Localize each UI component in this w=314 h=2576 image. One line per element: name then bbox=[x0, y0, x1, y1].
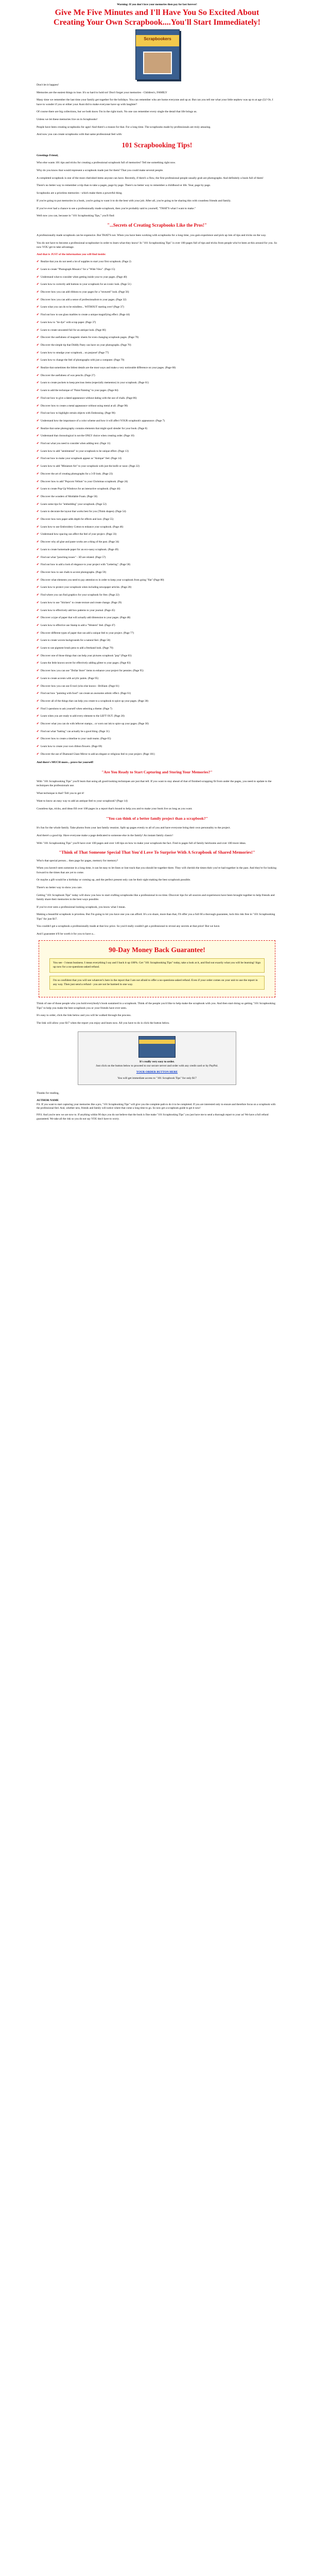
check-icon: ✔ bbox=[37, 623, 39, 627]
benefit-text: Learn how to effective use Stamp to add a "Western" feel. (Page 47) bbox=[41, 623, 115, 627]
order-line: You will get immediate access to "101 Scrapbook Tips" for only $17 bbox=[117, 1077, 197, 1080]
benefit-item bbox=[37, 457, 277, 461]
benefit-item bbox=[37, 540, 277, 544]
benefit-text: Learn when you are ready to add every element to the LEFT OUT. (Page 20) bbox=[41, 715, 125, 718]
family-paragraph: And there's a good tip. Have everyone make a page dedicated to someone else in the family! An instant family classic! bbox=[37, 834, 173, 837]
check-icon: ✔ bbox=[37, 707, 39, 710]
benefit-item bbox=[37, 737, 277, 741]
family-section bbox=[37, 826, 277, 845]
family-paragraph: With "101 Scrapbooking Tips" you'll have over 100 pages and over 140 tips on how to make your scrapbook the fact. Find in pages full of family heirlooms and over 100 more ideas. bbox=[37, 841, 247, 845]
benefit-item bbox=[37, 586, 277, 589]
check-icon: ✔ bbox=[37, 654, 39, 657]
benefit-item bbox=[37, 616, 277, 620]
intro-paragraph: Of course there are big collections, but we both know I'm in the right track. No one can remember every single the detail that life brings us. bbox=[37, 110, 197, 114]
closing-paragraph: The link will allow your $17 when the report you enjoy and learn now. All you have to do is click the button below. bbox=[37, 1021, 170, 1025]
surprise-paragraph: Making a beautiful scrapbook is priceless. But I'm going to let you have one you can afford. It's a to share, more than that, I'll offer you a full 60 a thorough guarantee, lock this risk free in "101 Scrapbooking Tips" for just $17. bbox=[37, 913, 275, 921]
order-book-image bbox=[138, 1036, 176, 1058]
benefit-item bbox=[37, 495, 277, 499]
benefit-text: Learn how to "tie dye" with scrap paper. (Page 37) bbox=[41, 320, 96, 324]
benefit-text: Learn to create woven backgrounds for a natural feel. (Page 50) bbox=[41, 639, 111, 642]
benefit-item bbox=[37, 510, 277, 514]
check-icon: ✔ bbox=[37, 563, 39, 567]
benefit-item bbox=[37, 313, 277, 317]
check-icon: ✔ bbox=[37, 495, 39, 498]
page-headline: Give Me Five Minutes and I'll Have You So Excited About Creating Your Own Scrapbook....You'll Start Immediately! bbox=[54, 8, 260, 27]
benefit-item bbox=[37, 298, 277, 302]
postscript: P.S. If you want to start capturing your memories like a pro, "101 Scrapbooking Tips" will give you the complete path to do it to be completed. If you are interested only to ensure and therefore focus on a scrapbook with the professional feel. And, whether new, friends and family will notice where that come a long time to go. So now get a scrapbook guide to get it now! bbox=[37, 1103, 276, 1110]
benefit-item bbox=[37, 503, 277, 506]
surprise-paragraph: Or maybe a gift would be a birthday or coming up, and the perfect present only can be their sight making the best scrapbook possible. bbox=[37, 878, 191, 882]
guarantee-box: I'm so confident that you will see whatever's here in the report that I am not afraid to offer a no-questions-asked refund. Even if your order comes on your unit to use the report in any way. Then just send a refund - you are not be harmed in one way. bbox=[49, 976, 265, 990]
check-icon: ✔ bbox=[37, 692, 39, 696]
check-icon: ✔ bbox=[37, 752, 39, 756]
benefit-text: Learn to create Pop-Up Windows for an interactive scrapbook. (Page 44) bbox=[41, 487, 120, 491]
check-icon: ✔ bbox=[37, 616, 39, 620]
benefit-text: Discover how you can add a sense of professionalism to your pages. (Page 32) bbox=[41, 298, 127, 301]
letter-paragraph: Scrapbooks are a priceless memories - which make them a powerful thing. bbox=[37, 192, 123, 195]
check-icon: ✔ bbox=[37, 457, 39, 461]
benefit-item bbox=[37, 715, 277, 718]
benefit-text: Learn what you can do to be mindless... WITHOUT starting over! (Page 37) bbox=[41, 306, 124, 309]
benefit-item bbox=[37, 472, 277, 476]
benefit-text: Understand how the importance of a color scheme and how it will affect YOUR scrapbook's appearance. (Page 7) bbox=[41, 419, 165, 422]
check-icon: ✔ bbox=[37, 487, 39, 491]
benefit-text: Find out how to highlight certain objects with Embossing. (Page 96) bbox=[41, 412, 115, 415]
hero bbox=[37, 29, 277, 79]
check-icon: ✔ bbox=[37, 639, 39, 642]
check-icon: ✔ bbox=[37, 715, 39, 718]
benefit-text: Discover a type of paper that will actually add dimension to your pages. (Page 48) bbox=[41, 616, 131, 620]
benefit-text: Find out how to give a dated appearance without dating with the use of chalk. (Page 86) bbox=[41, 396, 137, 400]
check-icon: ✔ bbox=[37, 419, 39, 422]
check-icon: ✔ bbox=[37, 676, 39, 680]
postscript: P.P.S. And you're new we are now to. If anything within 90 days you do not believe that the book is fine make "101 Scrapbooking Tips" you just have me to send a thorough report to your as! We have a full refund guaranteed. We take all the risk so you do not say YOU don't have to worry. bbox=[37, 1113, 269, 1121]
guarantee-box: You see - I mean business. I mean everything I say and I back it up 100%. Get "101 Scrapbooking Tips" today, take a look at it, and find out exactly what you will be learning! Sign up now for a no-questions-asked refund. bbox=[49, 958, 265, 973]
order-line: Just click on the button below to proceed to our secure server and order with any credit card or by PayPal. bbox=[96, 1064, 218, 1068]
benefit-item bbox=[37, 336, 277, 340]
order-line: It's really very easy to order. bbox=[139, 1060, 175, 1064]
benefit-item bbox=[37, 480, 277, 484]
benefit-item bbox=[37, 571, 277, 574]
benefit-text: Discover how to use chalk to accent photographs. (Page 59) bbox=[41, 571, 107, 574]
check-icon: ✔ bbox=[37, 745, 39, 749]
benefit-text: Find out what "batting" can actually be a good thing. (Page 31) bbox=[41, 730, 110, 733]
check-icon: ✔ bbox=[37, 465, 39, 468]
check-icon: ✔ bbox=[37, 730, 39, 733]
benefit-text: Learn how to correctly add buttons to your scrapbook for an iconic look. (Page 51) bbox=[41, 283, 131, 286]
benefit-item bbox=[37, 669, 277, 673]
benefit-text: Learn the little known secret for effectively adding glitter to your pages. (Page 83) bbox=[41, 662, 131, 665]
closing-paragraph: Think of one of those people who you hold everybody's book sustained in a scrapbook. Think of the people you'd like to help make the scrapbook with you. And then start doing so getting "101 Scrapbooking Tips" to help you make the best scrapbook you or your friends have ever seen. bbox=[37, 1002, 275, 1010]
secrets-lead-in: And that is JUST of the information you will find inside: bbox=[37, 253, 106, 257]
benefit-item bbox=[37, 404, 277, 408]
intro-paragraph: And now you can create scrapbooks with that same professional feel with: bbox=[37, 133, 123, 137]
benefit-item bbox=[37, 745, 277, 749]
check-icon: ✔ bbox=[37, 366, 39, 370]
benefit-text: Discover what elements you need to pay attention to in order to keep your scrapbook from going "flat" (Page 80) bbox=[41, 578, 164, 582]
surprise-paragraph: And I guarantee it'll be worth it for you to have a... bbox=[37, 932, 95, 936]
check-icon: ✔ bbox=[37, 442, 39, 446]
benefit-item bbox=[37, 487, 277, 491]
book-cover-image bbox=[126, 29, 188, 79]
order-box bbox=[78, 1031, 236, 1085]
much-more-line: And there's MUCH more... prove for yourself! bbox=[37, 760, 94, 764]
check-icon: ✔ bbox=[37, 374, 39, 377]
tips-heading: 101 Scrapbooking Tips! bbox=[121, 141, 193, 149]
benefit-text: Find out how "painting with food" can create an awesome artistic effect. (Page 61) bbox=[41, 692, 131, 696]
benefit-item bbox=[37, 397, 277, 400]
check-icon: ✔ bbox=[37, 260, 39, 264]
benefit-text: Discover how you can add ribbons to your pages for a "textured" look. (Page 56) bbox=[41, 290, 129, 294]
check-icon: ✔ bbox=[37, 533, 39, 536]
check-icon: ✔ bbox=[37, 684, 39, 688]
benefit-text: Learn to create "Photograph Mosaics" for a "Wide View". (Page 15) bbox=[41, 267, 115, 271]
benefit-text: Discover all of the things that can help you create to a scrapbook to spice up your pages. (Page 30) bbox=[41, 699, 149, 703]
benefit-text: Discover the simple tip that Diddly Pasty can have on your photographs. (Page 70) bbox=[41, 343, 131, 347]
secrets-paragraph: You do not have to become a professional scrapbooker in order to learn what they know! In "101 Scrapbooking Tips" is over 100 pages full of tips and tricks from people who've been at this around for you. So now YOU get to take advantage. bbox=[37, 241, 277, 249]
check-icon: ✔ bbox=[37, 525, 39, 529]
benefit-item bbox=[37, 677, 277, 681]
benefit-item bbox=[37, 434, 277, 438]
benefit-text: Understand that chronological is not the ONLY choice when creating order. (Page 10) bbox=[41, 434, 134, 438]
check-icon: ✔ bbox=[37, 359, 39, 362]
benefit-text: Discover how to add "Popcorn Vellum" to your Christmas scrapbook. (Page 24) bbox=[41, 480, 128, 483]
benefit-text: Find out how to use glass marbles to create a unique magnifying effect. (Page 44) bbox=[41, 313, 130, 317]
benefit-list bbox=[37, 260, 277, 756]
warning-line: Warning: If you don't love your memories then pay for last forever! bbox=[117, 3, 197, 6]
book-cover-title: Scrapbookers bbox=[144, 37, 171, 41]
check-icon: ✔ bbox=[37, 283, 39, 286]
surprise-paragraph: Getting "101 Scrapbook Tips" today will show you how to start crafting scrapbooks like a professional in no time. Discover tips for all sources and experiences have been brought together to help friends and family share their memories in the best ways possible. bbox=[37, 893, 275, 901]
benefit-item bbox=[37, 624, 277, 628]
benefit-text: Discover different types of paper that can add a unique feel to your project. (Page 77) bbox=[41, 631, 134, 635]
cover-photo bbox=[143, 52, 172, 74]
benefit-item bbox=[37, 632, 277, 635]
book-cover bbox=[135, 29, 180, 80]
letter-paragraph: Who else wants 101 tips and tricks for creating a professional scrapbook full of memories? Tell me something right now. bbox=[37, 161, 176, 165]
benefit-text: Find where you can find graphics for your scrapbook for free. (Page 22) bbox=[41, 594, 119, 597]
check-icon: ✔ bbox=[37, 343, 39, 347]
benefit-item bbox=[37, 526, 277, 529]
benefit-item bbox=[37, 283, 277, 286]
benefit-text: Discover how you can use "Dollar Store" items to enhance your project for pennies. (Page 95) bbox=[41, 669, 144, 673]
check-icon: ✔ bbox=[37, 608, 39, 612]
benefit-item bbox=[37, 533, 277, 536]
closing-paragraph: It's easy to order, click the link below and you will be walked through the process. bbox=[37, 1014, 131, 1018]
check-icon: ✔ bbox=[37, 306, 39, 309]
surprise-paragraph: There's no better way to show you care. bbox=[37, 886, 82, 890]
benefit-text: Realize that you do not need a lot of supplies to start your first scrapbook. (Page 2) bbox=[41, 260, 131, 264]
benefit-item bbox=[37, 662, 277, 665]
benefit-item bbox=[37, 374, 277, 378]
letter-paragraph: A completed scrapbook is one of the most cherished items anyone can have. Recently, if there's a flow, the first professional people usually grab are photographs. And definitely a book full of them! bbox=[37, 176, 264, 180]
check-icon: ✔ bbox=[37, 320, 39, 324]
check-icon: ✔ bbox=[37, 540, 39, 544]
greeting: Greetings Friend, bbox=[37, 154, 59, 157]
benefit-item bbox=[37, 707, 277, 711]
check-icon: ✔ bbox=[37, 275, 39, 279]
buy-paragraph: With "101 Scrapbooking Tips" you'll learn that using all good-looking techniques are just that tell. If you want to stay ahead of that of finished scrapping fit from under the pages, you need to update to the techniques the professionals use. bbox=[37, 780, 272, 788]
benefit-text: Understand what to consider when getting inside your to your pages. (Page 40) bbox=[41, 275, 127, 279]
intro-paragraph: Don't let it happen! bbox=[37, 83, 59, 87]
secrets-heading: "...Secrets of Creating Scrapbooks Like the Pros!" bbox=[107, 223, 207, 228]
check-icon: ✔ bbox=[37, 290, 39, 294]
check-icon: ✔ bbox=[37, 548, 39, 551]
check-icon: ✔ bbox=[37, 336, 39, 340]
benefit-item bbox=[37, 389, 277, 393]
surprise-paragraph: If you've ever seen a professional looking scrapbook, you know what I mean. bbox=[37, 905, 126, 909]
check-icon: ✔ bbox=[37, 594, 39, 597]
benefit-item bbox=[37, 344, 277, 347]
benefit-text: Discover how torn paper adds depth for effects and lace. (Page 55) bbox=[41, 518, 114, 521]
benefit-item bbox=[37, 601, 277, 605]
intro-paragraph: Unless we let these memories live on in Scrapbooks! bbox=[37, 118, 98, 122]
check-icon: ✔ bbox=[37, 298, 39, 301]
benefit-item bbox=[37, 450, 277, 453]
benefit-item bbox=[37, 563, 277, 567]
intro-section bbox=[37, 83, 277, 137]
check-icon: ✔ bbox=[37, 586, 39, 589]
closing-section bbox=[37, 1002, 277, 1025]
buy-section bbox=[37, 779, 277, 811]
benefit-item bbox=[37, 692, 277, 696]
check-icon: ✔ bbox=[37, 404, 39, 408]
check-icon: ✔ bbox=[37, 351, 39, 354]
postscript-section bbox=[37, 1103, 277, 1121]
benefit-text: Learn how to create your own ribbon flowers. (Page 69) bbox=[41, 745, 102, 749]
check-icon: ✔ bbox=[37, 631, 39, 635]
benefit-text: Realize that some photography contains elements that might spoil slender for your book. (Page 8) bbox=[41, 427, 147, 430]
benefit-text: Learn how to add "Miniature Art" to your scrapbook with just the knife or razor. (Page 22) bbox=[41, 465, 139, 468]
check-icon: ✔ bbox=[37, 396, 39, 400]
benefit-item bbox=[37, 381, 277, 385]
benefit-item bbox=[37, 654, 277, 658]
letter-paragraph: If you're going to put memories in a book, you're going to want it to do the best with your job. After all, you're going to be sharing this with countless friends and family. bbox=[37, 199, 231, 202]
intro-paragraph: People have been creating scrapbooks for ages! And there's a reason for that. For a long time. The scrapbooks made by professionals are truly amazing. bbox=[37, 125, 211, 129]
benefit-text: Find out how to add a look of elegance to your project with "Lettering". (Page 58) bbox=[41, 563, 131, 567]
check-icon: ✔ bbox=[37, 601, 39, 604]
benefit-text: Discover the usefulness of magnetic sheets for even changing scrapbook pages. (Page 79) bbox=[41, 336, 139, 340]
thanks-line: Thanks for reading, bbox=[37, 1092, 59, 1095]
benefit-item bbox=[37, 700, 277, 703]
check-icon: ✔ bbox=[37, 555, 39, 559]
benefit-text: Learn how to add "sentimental" to your scrapbook to be unique effect. (Page 13) bbox=[41, 449, 129, 453]
check-icon: ✔ bbox=[37, 267, 39, 271]
check-icon: ✔ bbox=[37, 427, 39, 430]
benefit-text: Realize that sometimes the littlest details are the most ways and make a very noticeable difference on your pages. (Page 60) bbox=[41, 366, 176, 370]
benefit-item bbox=[37, 639, 277, 642]
check-icon: ✔ bbox=[37, 389, 39, 393]
benefit-text: Find out what you need to consider when adding text. (Page 11) bbox=[41, 442, 111, 446]
benefit-item bbox=[37, 753, 277, 756]
letter-section bbox=[37, 161, 277, 218]
benefit-text: Discover the use of Diamond Glaze Mirror to add an elegant or religious feel to your project. (Page 101) bbox=[41, 752, 155, 756]
benefit-text: Learn to create homemade paper for an eco-sassy scrapbook. (Page 49) bbox=[41, 548, 119, 551]
secrets-section bbox=[37, 233, 277, 257]
benefit-text: Discover what you can do with leftover stamps... or worn out ink to spice up your pages. (Page 30) bbox=[41, 722, 149, 726]
benefit-text: Learn how to use "Stickers" to create texture and create change. (Page 29) bbox=[41, 601, 122, 604]
benefit-text: Discover the art of creating photographs for a 3-D look. (Page 23) bbox=[41, 472, 113, 476]
benefit-text: Discover how you can use E-tool (who else knows - Brilliant. (Page 61) bbox=[41, 684, 119, 688]
letter-paragraph: If you've ever had a chance to see a professionally made scrapbook, then you're probably said to yourself, "THAT'S what I want to make." bbox=[37, 207, 196, 210]
benefit-item bbox=[37, 359, 277, 362]
letter-paragraph: Well now you can, because in "101 Scrapbooking Tips," you'll find: bbox=[37, 214, 115, 218]
check-icon: ✔ bbox=[37, 381, 39, 385]
check-icon: ✔ bbox=[37, 449, 39, 453]
benefit-item bbox=[37, 260, 277, 264]
check-icon: ✔ bbox=[37, 699, 39, 703]
benefit-item bbox=[37, 412, 277, 415]
benefit-item bbox=[37, 556, 277, 560]
benefit-item bbox=[37, 579, 277, 582]
benefit-text: Find 3 questions to ask yourself when selecting a theme. (Page 7) bbox=[41, 707, 112, 710]
check-icon: ✔ bbox=[37, 737, 39, 741]
benefit-text: Learn to create accents with acrylic paints. (Page 95) bbox=[41, 676, 99, 680]
buy-paragraph: What technique is that? Tell you to get it! bbox=[37, 792, 84, 795]
benefit-item bbox=[37, 268, 277, 272]
check-icon: ✔ bbox=[37, 518, 39, 521]
check-icon: ✔ bbox=[37, 578, 39, 582]
benefit-text: Discover how to create a metal appearance without using metal at all. (Page 90) bbox=[41, 404, 128, 408]
benefit-item bbox=[37, 442, 277, 446]
check-icon: ✔ bbox=[37, 480, 39, 483]
benefit-item bbox=[37, 594, 277, 597]
check-icon: ✔ bbox=[37, 647, 39, 650]
signature: AUTHOR NAME bbox=[37, 1098, 59, 1102]
benefit-item bbox=[37, 548, 277, 552]
benefit-text: Learn how to change the feel of photographs with just a computer. (Page 79) bbox=[41, 359, 125, 362]
letter-paragraph: Why do you know that would represent a scrapbook made just for them? That you could make several people. bbox=[37, 169, 164, 173]
benefit-text: Learn to create unwanted fail for an antique look. (Page 66) bbox=[41, 328, 106, 332]
benefit-item bbox=[37, 419, 277, 423]
benefit-text: Learn how to effectively add box patterns to your journal. (Page 45) bbox=[41, 608, 115, 612]
benefit-text: Discover how to create a timeline to your vault teams. (Page 65) bbox=[41, 737, 111, 741]
benefit-text: Discover the usefulness of wax pencils. (Page 27) bbox=[41, 374, 95, 377]
benefit-text: Learn to create pockets to keep precious items (especially mementos) in your scrapbook. (Page 61) bbox=[41, 381, 149, 385]
benefit-text: Learn to use pigment brush pens to add a freehand look. (Page 79) bbox=[41, 647, 113, 650]
benefit-text: Find out how to make your scrapbook appear as "Antique" feel. (Page 14) bbox=[41, 457, 121, 461]
check-icon: ✔ bbox=[37, 669, 39, 673]
benefit-item bbox=[37, 329, 277, 332]
benefit-text: Understand how spacing can affect the feel of your project. (Page 33) bbox=[41, 533, 117, 536]
benefit-text: Learn to decorate the layout that works best for you (Think shapes). (Page 54) bbox=[41, 510, 126, 514]
intro-paragraph: Many time we remember the last time your family get together for the holidays. You can remember who are home everyone and up at. But can you tell me what your little nephew was up to at age (5)? Or, I have to wonder if you or either your Aunt did to make everyone have up with laughter? bbox=[37, 98, 273, 106]
benefit-text: Discover why all glue and paste works are a thing of the past. (Page 34) bbox=[41, 540, 119, 544]
benefit-item bbox=[37, 306, 277, 309]
benefit-item bbox=[37, 321, 277, 325]
surprise-section bbox=[37, 859, 277, 936]
benefit-text: Learn how to protect your scrapbook when including newspaper articles. (Page 20) bbox=[41, 586, 132, 589]
benefit-item bbox=[37, 730, 277, 734]
benefit-item bbox=[37, 276, 277, 279]
benefit-item bbox=[37, 609, 277, 613]
benefit-item bbox=[37, 647, 277, 650]
benefit-item bbox=[37, 722, 277, 726]
benefit-item bbox=[37, 465, 277, 468]
family-paragraph: It's fun for the whole family. Take photos from your last family reunion. Split up pages evenly to all of you and have everyone bring their own personality to the project. bbox=[37, 826, 231, 830]
order-button-link[interactable]: YOUR ORDER BUTTON HERE bbox=[136, 1071, 178, 1074]
surprise-paragraph: You couldn't get a scrapbook a professionally made at that low price. So you'd really couldn't get a professional to reveal any secrets at that price! But we have. bbox=[37, 925, 220, 928]
benefit-item bbox=[37, 366, 277, 370]
buy-paragraph: Want to know an easy way to add an antique feel to your scrapbook? (Page 14) bbox=[37, 799, 128, 803]
intro-paragraph: Memories are the easiest things to lose. It's so hard to hold on! Don't forget your memories - Children's, FAMILY bbox=[37, 91, 167, 94]
benefit-text: Learn how to use Embroidery Cotton to enhance your scrapbook. (Page 46) bbox=[41, 525, 124, 529]
buy-paragraph: Countless tips, tricks, and ideas fill over 100 pages in a report that's bound to help you and to make your book live as long as you want. bbox=[37, 807, 193, 810]
benefit-text: Learn some tips for "embedding" your scrapbook. (Page 52) bbox=[41, 502, 107, 506]
secrets-paragraph: A professionally made scrapbook can be expensive. But THAT'S not. When you have been working with scrapbooks for a long time, you gain experience and pick up lots of tips and tricks on the way. bbox=[37, 233, 267, 237]
benefit-item bbox=[37, 685, 277, 688]
benefit-item bbox=[37, 427, 277, 431]
guarantee-title: 90-Day Money Back Guarantee! bbox=[109, 946, 205, 954]
surprise-paragraph: Who's that special person... then page for pages, memory for memory? bbox=[37, 859, 118, 862]
benefit-text: Learn how to smudge your scrapbook... on purpose! (Page 77) bbox=[41, 351, 109, 354]
guarantee-panel bbox=[39, 940, 275, 997]
family-quote: "You can think of a better family project than a scrapbook?" bbox=[106, 816, 208, 821]
check-icon: ✔ bbox=[37, 434, 39, 438]
check-icon: ✔ bbox=[37, 502, 39, 506]
benefit-item bbox=[37, 518, 277, 521]
check-icon: ✔ bbox=[37, 472, 39, 476]
check-icon: ✔ bbox=[37, 662, 39, 665]
benefit-text: Find out what "punching issues" - 3D are related. (Page 57) bbox=[41, 555, 106, 559]
check-icon: ✔ bbox=[37, 510, 39, 514]
check-icon: ✔ bbox=[37, 412, 39, 415]
check-icon: ✔ bbox=[37, 722, 39, 726]
check-icon: ✔ bbox=[37, 571, 39, 574]
benefit-item bbox=[37, 351, 277, 355]
letter-paragraph: There's no better way to remember a trip than to take a pages, page by page. There's no better way to remember a childhood or life. Year, page by page. bbox=[37, 184, 211, 188]
benefit-text: Learn to add the technique of "Paint Painting" to your pages. (Page 84) bbox=[41, 389, 118, 393]
benefit-item bbox=[37, 291, 277, 294]
surprise-paragraph: When you haven't seen someone in a long time, it can be easy to let lines or lost track that you should be together there. They will cherish the times their you've had together in the past. And they're for looking forward to the times that are yet to come. bbox=[37, 867, 276, 874]
sales-page bbox=[37, 0, 277, 2576]
benefit-text: Discover the wonders of Moldable Foam. (Page 50) bbox=[41, 495, 98, 498]
surprise-heading: "Think of That Someone Special That You'd Love To Surprise With A Scrapbook of Shared Memories!" bbox=[59, 849, 255, 855]
check-icon: ✔ bbox=[37, 313, 39, 317]
ready-quote: "Are You Ready to Start Capturing and Storing Your Memories?" bbox=[101, 769, 213, 774]
benefit-text: Discover one of those things that can help your pictures scrapbook "pop" (Page 83) bbox=[41, 654, 132, 657]
check-icon: ✔ bbox=[37, 328, 39, 332]
